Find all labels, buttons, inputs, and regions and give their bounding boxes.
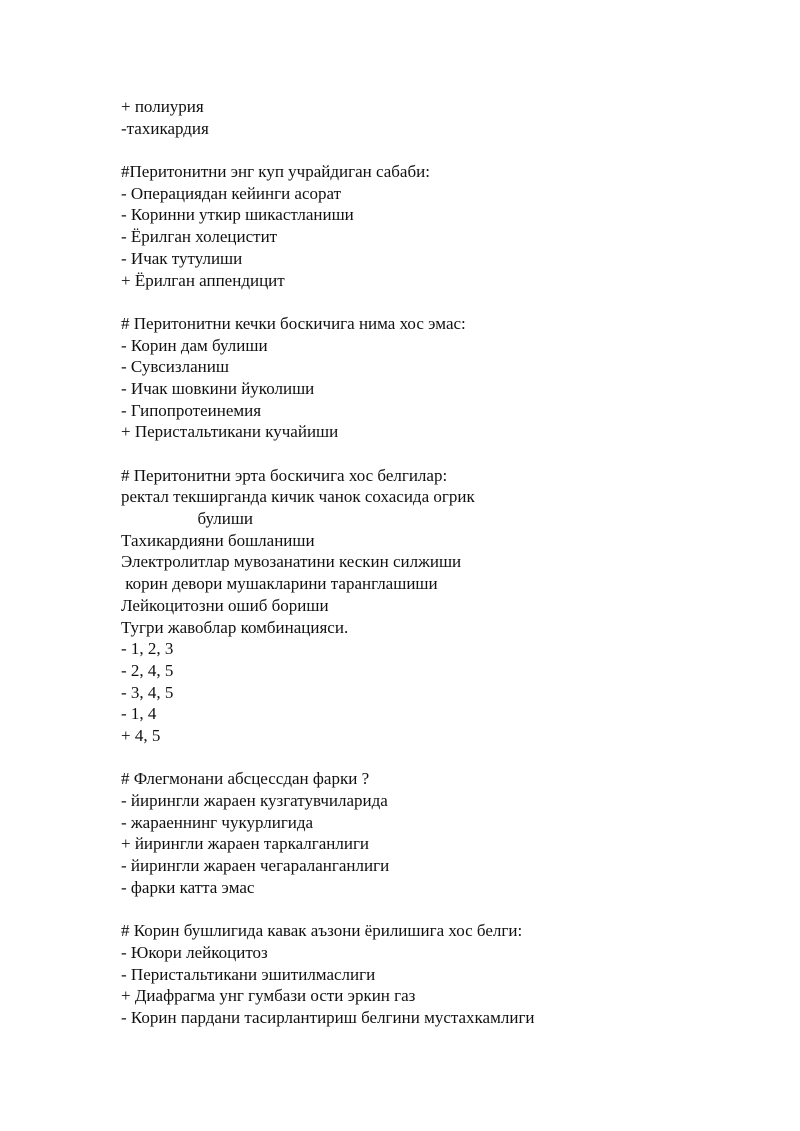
question-block-5 [121, 920, 761, 1028]
question-block-4 [121, 768, 761, 898]
document-body [121, 96, 761, 1029]
option-line: - Перистальтикани эшитилмаслиги [121, 964, 376, 984]
question-text: #Перитонитни энг куп учрайдиган сабаби: [121, 162, 430, 182]
statement-line: Тахикардияни бошланиши [121, 530, 315, 550]
option-line: + Перистальтикани кучайиши [121, 422, 339, 442]
statement-line: булиши [121, 509, 254, 529]
option-line: - йирингли жараен чегараланганлиги [121, 856, 390, 876]
spacer [121, 291, 761, 313]
option-line: + Ёрилган аппендицит [121, 270, 285, 290]
option-line: + Диафрагма унг гумбази ости эркин газ [121, 986, 416, 1006]
question-text: # Корин бушлигида кавак аъзони ёрилишига хос белги: [121, 921, 523, 941]
option-line: - Ёрилган холецистит [121, 227, 278, 247]
statement-line: Электролитлар мувозанатини кескин силжиши [121, 552, 462, 572]
option-line: - Гипопротеинемия [121, 400, 262, 420]
spacer [121, 443, 761, 465]
option-line: - Ичак шовкини йуколиши [121, 378, 315, 398]
option-line: - Ичак тутулиши [121, 248, 243, 268]
option-line: - жараеннинг чукурлигида [121, 812, 314, 832]
statement-line: корин девори мушакларини таранглашиши [121, 574, 438, 594]
option-line: - йирингли жараен кузгатувчиларида [121, 791, 388, 810]
option-line: - 2, 4, 5 [121, 660, 174, 680]
option-line: - 3, 4, 5 [121, 682, 174, 702]
option-line: + йирингли жараен таркалганлиги [121, 834, 370, 854]
statement-line: Лейкоцитозни ошиб бориши [121, 595, 329, 615]
option-line: - Корин пардани тасирлантириш белгини мустахкамлиги [121, 1007, 535, 1027]
answer-block-0 [121, 96, 761, 139]
option-line: - 1, 4 [121, 704, 157, 724]
question-text: # Флегмонани абсцессдан фарки ? [121, 769, 370, 789]
question-block-1 [121, 161, 761, 291]
option-line: - фарки катта эмас [121, 877, 255, 897]
option-line: -тахикардия [121, 118, 209, 138]
spacer [121, 747, 761, 769]
spacer [121, 898, 761, 920]
option-line: + полиурия [121, 97, 204, 116]
question-text: # Перитонитни кечки боскичига нима хос эмас: [121, 313, 466, 333]
option-line: - Сувсизланиш [121, 357, 229, 377]
spacer [121, 139, 761, 161]
option-line: - Юкори лейкоцитоз [121, 942, 268, 962]
question-text: # Перитонитни эрта боскичига хос белгилар: [121, 465, 448, 485]
statement-line: Тугри жавоблар комбинацияси. [121, 617, 349, 637]
option-line: - Коринни уткир шикастланиши [121, 205, 354, 225]
statement-line: ректал текширганда кичик чанок сохасида огрик [121, 487, 475, 507]
option-line: + 4, 5 [121, 725, 161, 745]
option-line: - Корин дам булиши [121, 335, 268, 355]
option-line: - 1, 2, 3 [121, 639, 174, 659]
question-block-2 [121, 313, 761, 443]
question-block-3 [121, 465, 761, 747]
option-line: - Операциядан кейинги асорат [121, 183, 342, 203]
